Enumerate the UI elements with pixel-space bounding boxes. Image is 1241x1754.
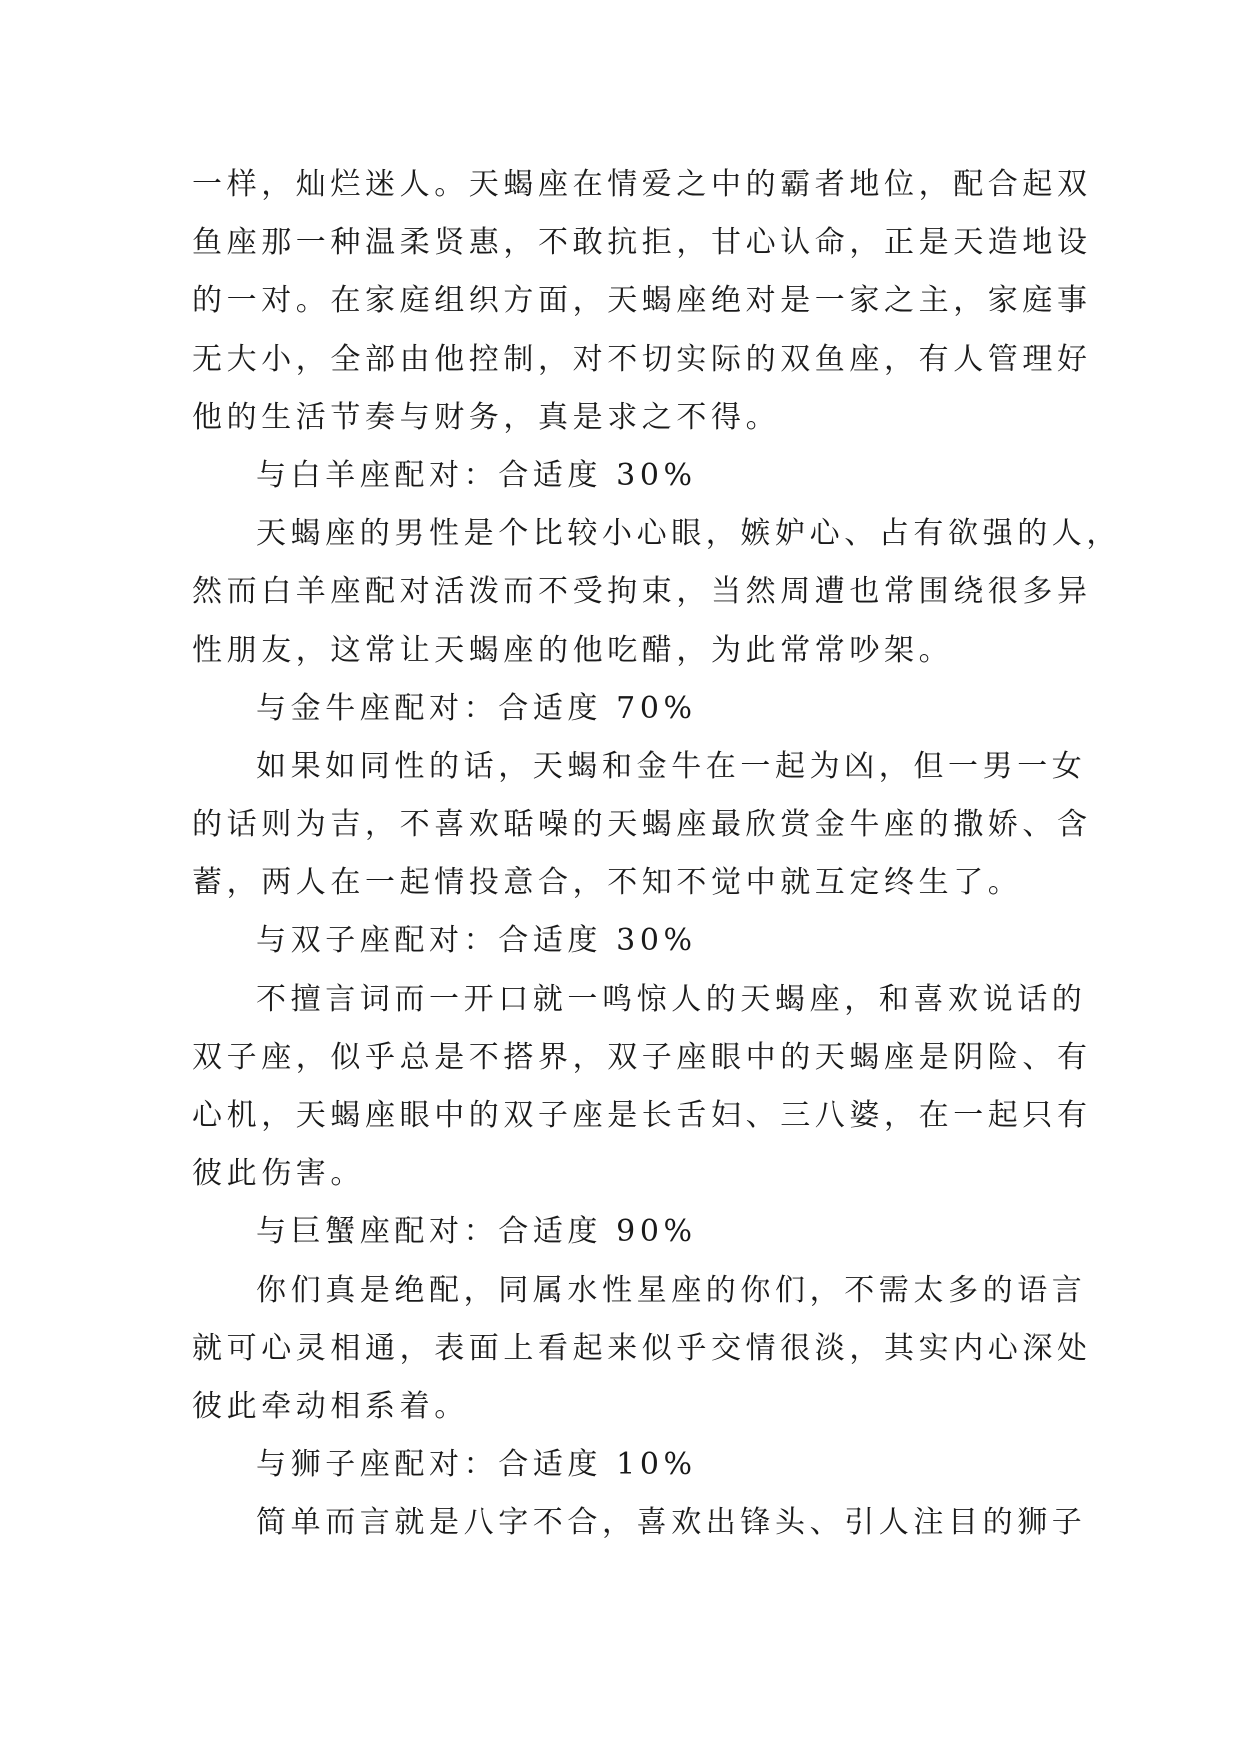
section-heading-cancer: 与巨蟹座配对：合适度 90% xyxy=(256,1214,697,1250)
text-line: 他的生活节奏与财务，真是求之不得。 xyxy=(192,399,781,435)
text-line: 鱼座那一种温柔贤惠，不敢抗拒，甘心认命，正是天造地设 xyxy=(192,225,1092,261)
text-line: 彼此伤害。 xyxy=(192,1156,365,1192)
text-line: 就可心灵相通，表面上看起来似乎交情很淡，其实内心深处 xyxy=(192,1330,1092,1366)
text-line: 双子座，似乎总是不搭界，双子座眼中的天蝎座是阴险、有 xyxy=(192,1039,1092,1075)
text-line: 彼此牵动相系着。 xyxy=(192,1388,469,1424)
text-line: 如果如同性的话，天蝎和金牛在一起为凶，但一男一女 xyxy=(256,748,1087,784)
text-line: 性朋友，这常让天蝎座的他吃醋，为此常常吵架。 xyxy=(192,632,954,668)
text-line: 简单而言就是八字不合，喜欢出锋头、引人注目的狮子 xyxy=(256,1505,1087,1541)
text-line: 然而白羊座配对活泼而不受拘束，当然周遭也常围绕很多异 xyxy=(192,574,1092,610)
text-line: 心机，天蝎座眼中的双子座是长舌妇、三八婆，在一起只有 xyxy=(192,1098,1092,1133)
text-line: 不擅言词而一开口就一鸣惊人的天蝎座，和喜欢说话的 xyxy=(256,981,1087,1017)
text-line: 的话则为吉，不喜欢聒噪的天蝎座最欣赏金牛座的撒娇、含 xyxy=(192,807,1092,843)
text-line: 蓄，两人在一起情投意合，不知不觉中就互定终生了。 xyxy=(192,865,1023,901)
text-line: 无大小，全部由他控制，对不切实际的双鱼座，有人管理好 xyxy=(192,341,1092,377)
section-heading-taurus: 与金牛座配对：合适度 70% xyxy=(256,690,697,726)
text-line: 你们真是绝配，同属水性星座的你们，不需太多的语言 xyxy=(256,1272,1087,1308)
text-line: 的一对。在家庭组织方面，天蝎座绝对是一家之主，家庭事 xyxy=(192,283,1092,319)
text-line: 一样，灿烂迷人。天蝎座在情爱之中的霸者地位，配合起双 xyxy=(192,167,1092,202)
section-heading-aries: 与白羊座配对：合适度 30% xyxy=(256,457,697,493)
section-heading-leo: 与狮子座配对：合适度 10% xyxy=(256,1447,697,1483)
text-line: 天蝎座的男性是个比较小心眼，嫉妒心、占有欲强的人， xyxy=(256,516,1121,552)
section-heading-gemini: 与双子座配对：合适度 30% xyxy=(256,923,697,959)
body-text xyxy=(192,156,1121,1553)
